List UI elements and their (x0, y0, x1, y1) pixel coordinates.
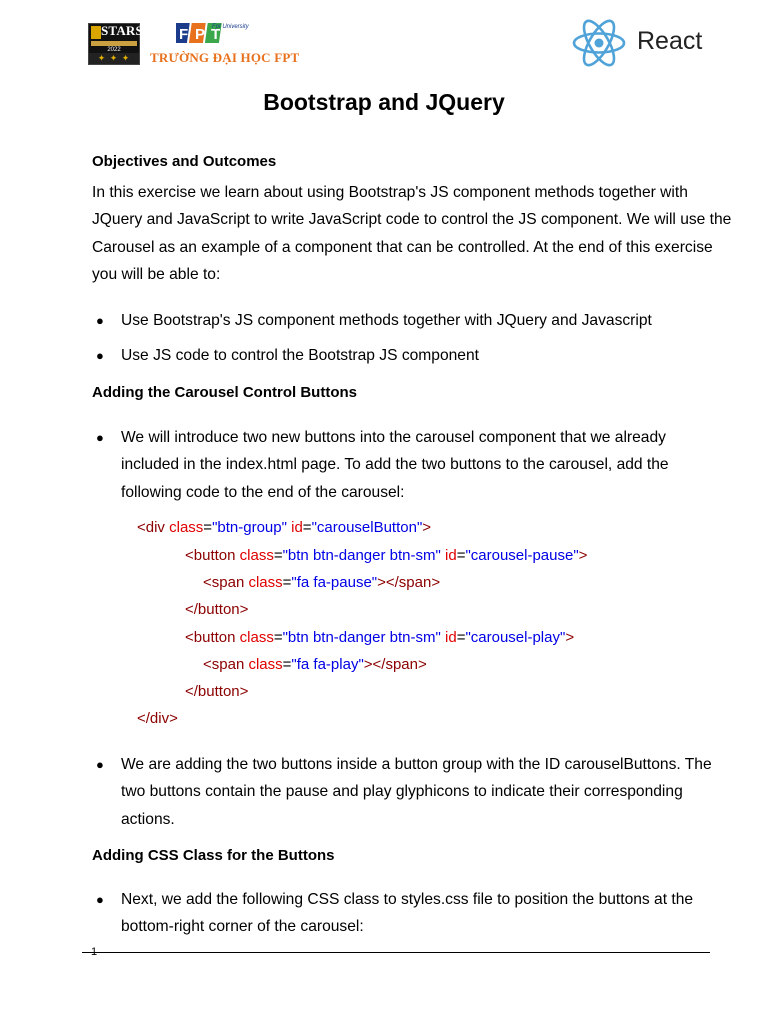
list-item-text: Use JS code to control the Bootstrap JS component (121, 347, 479, 364)
stars-logo-band: ✦ ✦ ✦ (89, 53, 139, 64)
code-line-span-play: <span class="fa fa-play"></span> (203, 656, 427, 673)
react-atom-icon (572, 18, 626, 68)
document-title: Bootstrap and JQuery (263, 89, 505, 115)
carousel-section-heading: Adding the Carousel Control Buttons (92, 384, 357, 401)
fpt-school-name: TRƯỜNG ĐẠI HỌC FPT (150, 50, 300, 65)
list-item (92, 342, 722, 369)
bullet-icon: ● (96, 430, 104, 445)
code-line-button-pause-open: <button class="btn btn-danger btn-sm" id="carousel-pause"> (185, 547, 588, 564)
code-line-button-play-open: <button class="btn btn-danger btn-sm" id="carousel-play"> (185, 629, 575, 646)
stars-logo-word: STARS (101, 23, 143, 38)
code-line-button-close: </button> (185, 601, 249, 618)
fpt-university-text: Fpt University (212, 24, 249, 30)
bullet-icon: ● (96, 313, 104, 328)
bullet-icon: ● (96, 757, 104, 772)
list-item (92, 751, 722, 833)
page-number: 1 (91, 946, 98, 958)
bullet-icon: ● (96, 892, 104, 907)
svg-text:F: F (179, 26, 189, 43)
list-item (92, 307, 722, 334)
list-item (92, 886, 722, 941)
react-logo-label: React (637, 27, 703, 55)
code-line-div-open: <div class="btn-group" id="carouselButton"> (137, 519, 432, 536)
objectives-paragraph: In this exercise we learn about using Bootstrap's JS component methods together with JQuery and JavaScript to write JavaScript code to control the JS component. We will use the Carousel as an example of a component that can be controlled. At the end of this exercise you will be able to: (92, 184, 732, 283)
bullet-icon: ● (96, 348, 104, 363)
list-item-text: Use Bootstrap's JS component methods together with JQuery and Javascript (121, 312, 652, 329)
code-line-div-close: </div> (137, 710, 178, 727)
list-item (92, 424, 722, 506)
stars-logo-year: 2022 (107, 47, 121, 53)
stars-emblem-icon (91, 26, 101, 39)
stars-logo (88, 23, 143, 65)
code-line-span-pause: <span class="fa fa-pause"></span> (203, 574, 441, 591)
svg-text:P: P (195, 26, 206, 43)
footer-divider (82, 952, 710, 953)
css-section-heading: Adding CSS Class for the Buttons (92, 847, 335, 864)
list-item-text: Next, we add the following CSS class to styles.css file to position the buttons at the bottom-right corner of the carousel: (121, 891, 694, 936)
list-item-text: We are adding the two buttons inside a button group with the ID carouselButtons. The two buttons contain the pause and play glyphicons to indicate their corresponding actions. (121, 756, 712, 828)
list-item-text: We will introduce two new buttons into the carousel component that we already included in the index.html page. To add the two buttons to the carousel, add the following code to the end of the carousel: (121, 429, 669, 501)
svg-text:T: T (211, 26, 221, 43)
code-line-button-close: </button> (185, 683, 249, 700)
objectives-heading: Objectives and Outcomes (92, 153, 277, 170)
